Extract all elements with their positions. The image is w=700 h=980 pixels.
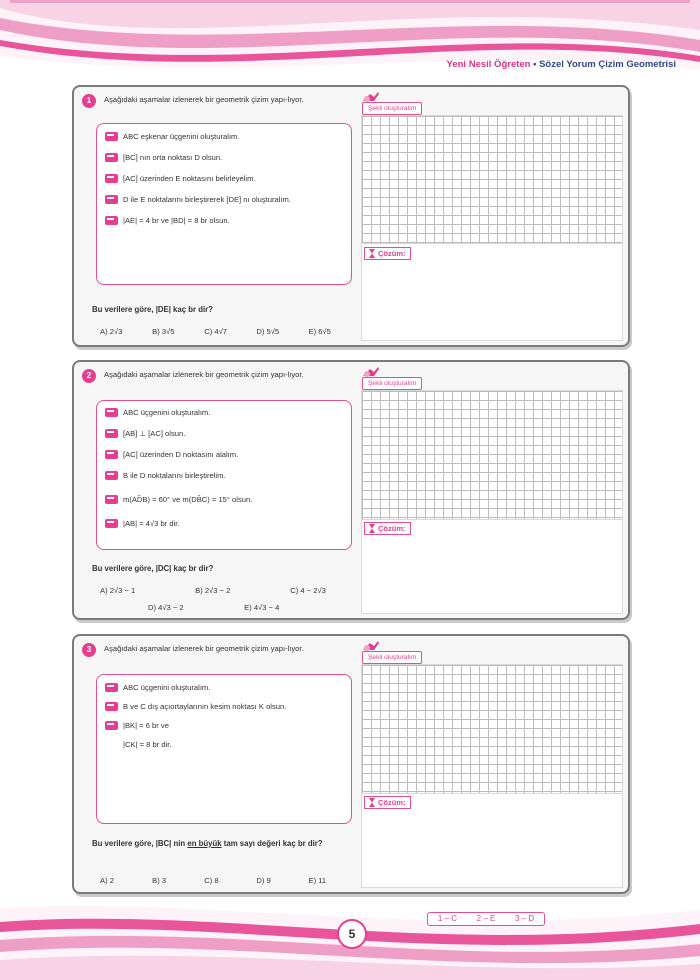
header-bullet: •: [533, 59, 537, 70]
pencil-icon: [105, 408, 118, 417]
step-item: [AB] ⊥ [AC] olsun.: [105, 429, 185, 438]
step-item: m(AD̂B) = 60° ve m(DB̂C) = 15° olsun.: [105, 495, 252, 504]
option-a[interactable]: A) 2: [100, 876, 114, 885]
pencil-icon: [105, 174, 118, 183]
hourglass-icon: [369, 249, 375, 258]
step-item: ABC eşkenar üçgenini oluşturalım.: [105, 132, 240, 141]
answer-key-item: 3 – D: [515, 914, 535, 923]
pencil-icon: [105, 132, 118, 141]
pencil-icon: [105, 429, 118, 438]
option-b[interactable]: B) 3: [152, 876, 167, 885]
drawing-grid[interactable]: [361, 390, 623, 520]
step-item: |CK| = 8 br dir.: [105, 740, 171, 749]
drawing-grid[interactable]: [361, 115, 623, 244]
question-number-badge: 3: [82, 643, 96, 657]
emphasis-underlined: en büyük: [187, 839, 222, 848]
question-prompt: Bu verilere göre, |DE| kaç br dir?: [92, 305, 213, 314]
step-item: ABC üçgenini oluşturalım.: [105, 683, 210, 692]
draw-label: Şekli oluşturalım: [362, 651, 422, 664]
step-item: [BC] nın orta noktası D olsun.: [105, 153, 222, 162]
option-c[interactable]: C) 4 − 2√3: [290, 586, 326, 595]
header-title: [447, 59, 676, 70]
pencil-icon: [105, 471, 118, 480]
question-card-3: [72, 634, 630, 894]
option-e[interactable]: E) 11: [308, 876, 327, 885]
option-e[interactable]: E) 6√5: [308, 327, 331, 336]
option-e[interactable]: E) 4√3 − 4: [244, 603, 280, 612]
hourglass-icon: [369, 524, 375, 533]
option-b[interactable]: B) 3√5: [152, 327, 175, 336]
question-prompt: Bu verilere göre, |DC| kaç br dir?: [92, 564, 214, 573]
solution-label: Çözüm:: [364, 796, 411, 809]
question-number-badge: 2: [82, 369, 96, 383]
question-number-badge: 1: [82, 94, 96, 108]
draw-label: Şekli oluşturalım: [362, 377, 422, 390]
pencil-icon: [105, 495, 118, 504]
hand-pen-icon: [362, 364, 380, 378]
step-item: B ve C dış açıortaylarının kesim noktası K olsun.: [105, 702, 286, 711]
answer-options-row2: [148, 603, 314, 612]
steps-box: [96, 400, 352, 550]
solution-label: Çözüm:: [364, 247, 411, 260]
subject-name: Sözel Yorum Çizim Geometrisi: [539, 59, 676, 70]
drawing-grid[interactable]: [361, 664, 623, 794]
option-a[interactable]: A) 2√3 − 1: [100, 586, 136, 595]
question-prompt: Bu verilere göre, |BC| nin en büyük tam sayı değeri kaç br dir?: [92, 839, 323, 848]
step-item: [AC] üzerinden D noktasını alalım.: [105, 450, 238, 459]
option-c[interactable]: C) 4√7: [204, 327, 227, 336]
step-item: D ile E noktalarını birleştirerek [DE] nı oluşturalım.: [105, 195, 291, 204]
pencil-icon: [105, 450, 118, 459]
pencil-icon: [105, 153, 118, 162]
steps-box: [96, 674, 352, 824]
question-intro: Aşağıdaki aşamalar izlenerek bir geometrik çizim yapı-lıyor.: [104, 370, 304, 379]
question-card-1: [72, 85, 630, 347]
answer-options: [100, 876, 359, 885]
step-item: [AC] üzerinden E noktasını belirleyelim.: [105, 174, 256, 183]
answer-key: [427, 912, 545, 926]
pencil-icon: [105, 519, 118, 528]
question-intro: Aşağıdaki aşamalar izlenerek bir geometrik çizim yapı-lıyor.: [104, 95, 304, 104]
step-item: |AE| = 4 br ve |BD| = 8 br olsun.: [105, 216, 230, 225]
answer-options: [100, 586, 360, 595]
hourglass-icon: [369, 798, 375, 807]
pencil-icon: [105, 683, 118, 692]
steps-box: [96, 123, 352, 285]
pencil-icon: [105, 216, 118, 225]
option-d[interactable]: D) 5√5: [256, 327, 280, 336]
page-number: 5: [337, 919, 367, 949]
step-item: |BK| = 6 br ve: [105, 721, 169, 730]
answer-key-item: 2 – E: [476, 914, 496, 923]
answer-options: [100, 327, 359, 336]
step-item: |AB| = 4√3 br dir.: [105, 519, 179, 528]
option-d[interactable]: D) 4√3 − 2: [148, 603, 184, 612]
option-c[interactable]: C) 8: [204, 876, 219, 885]
hand-pen-icon: [362, 638, 380, 652]
option-d[interactable]: D) 9: [256, 876, 271, 885]
pencil-icon: [105, 195, 118, 204]
answer-key-item: 1 – C: [437, 914, 457, 923]
blank-icon-slot: [105, 740, 118, 749]
draw-label: Şekli oluşturalım: [362, 102, 422, 115]
option-b[interactable]: B) 2√3 − 2: [195, 586, 231, 595]
pencil-icon: [105, 721, 118, 730]
hand-pen-icon: [362, 89, 380, 103]
step-item: B ile D noktalarını birleştirelim.: [105, 471, 226, 480]
question-card-2: [72, 360, 630, 620]
solution-label: Çözüm:: [364, 522, 411, 535]
step-item: ABC üçgenini oluşturalım.: [105, 408, 210, 417]
question-intro: Aşağıdaki aşamalar izlenerek bir geometrik çizim yapı-lıyor.: [104, 644, 304, 653]
series-name: Yeni Nesil Öğreten: [446, 59, 531, 70]
option-a[interactable]: A) 2√3: [100, 327, 123, 336]
pencil-icon: [105, 702, 118, 711]
